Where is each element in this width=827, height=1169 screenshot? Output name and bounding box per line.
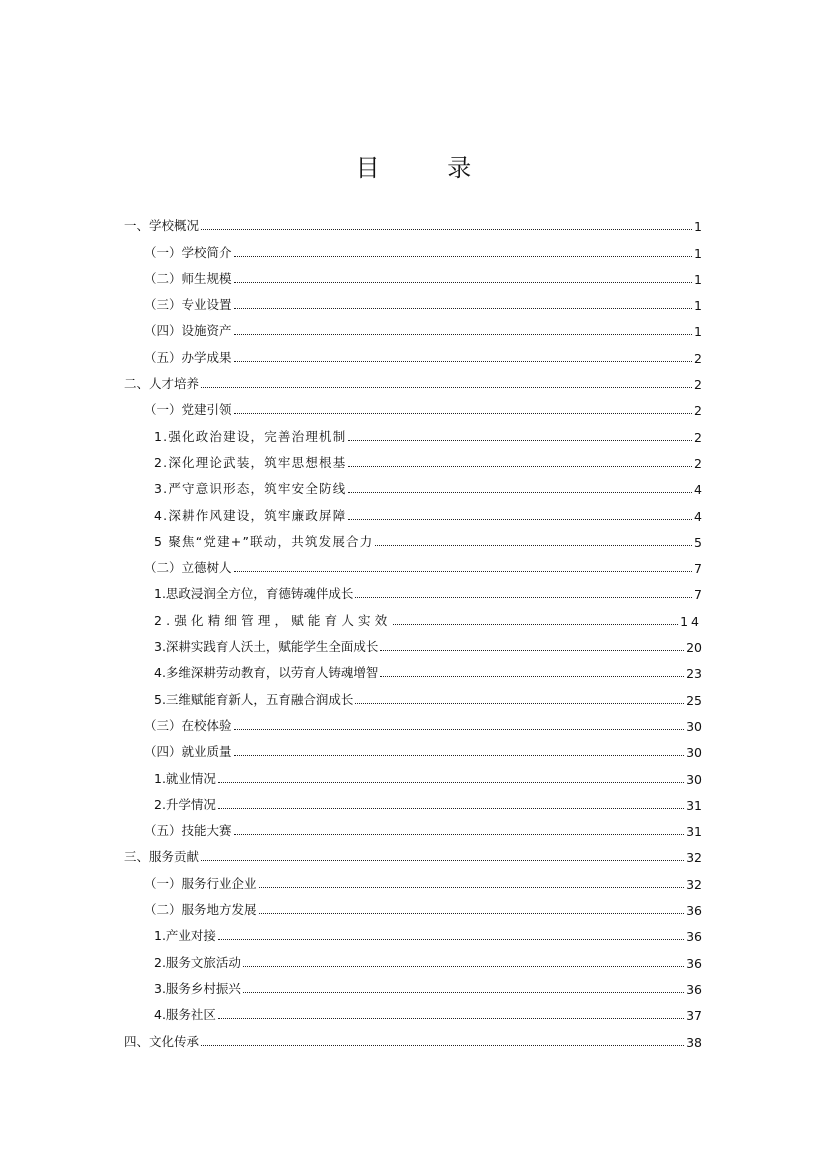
toc-entry-page-number: 36 bbox=[686, 929, 702, 945]
toc-entry[interactable] bbox=[124, 576, 702, 602]
toc-entry-page-number: 30 bbox=[686, 745, 702, 761]
toc-entry[interactable] bbox=[124, 997, 702, 1023]
toc-entry[interactable] bbox=[124, 208, 702, 234]
dot-leader bbox=[380, 650, 684, 651]
dot-leader bbox=[234, 282, 693, 283]
toc-entry[interactable] bbox=[124, 681, 702, 707]
toc-entry[interactable] bbox=[124, 313, 702, 339]
toc-entry-title: 4.多维深耕劳动教育，以劳育人铸魂增智 bbox=[154, 665, 379, 681]
toc-entry[interactable] bbox=[124, 734, 702, 760]
dot-leader bbox=[234, 834, 685, 835]
toc-entry[interactable] bbox=[124, 497, 702, 523]
dot-leader bbox=[234, 361, 693, 362]
toc-entry-title: （三）专业设置 bbox=[144, 297, 232, 313]
toc-entry-page-number: 4 bbox=[694, 482, 702, 498]
dot-leader bbox=[234, 413, 693, 414]
dot-leader bbox=[355, 703, 684, 704]
toc-entry[interactable] bbox=[124, 708, 702, 734]
toc-entry-title: 一、学校概况 bbox=[124, 218, 200, 234]
toc-entry-title: （四）就业质量 bbox=[144, 744, 232, 760]
toc-entry[interactable] bbox=[124, 392, 702, 418]
toc-entry-page-number: 38 bbox=[686, 1034, 702, 1050]
dot-leader bbox=[234, 334, 693, 335]
dot-leader bbox=[259, 887, 685, 888]
dot-leader bbox=[218, 808, 684, 809]
table-of-contents bbox=[124, 208, 702, 1050]
dot-leader bbox=[348, 519, 692, 520]
toc-entry-page-number: 23 bbox=[686, 666, 702, 682]
page-title: 目 录 bbox=[355, 154, 502, 182]
toc-entry-page-number: 20 bbox=[686, 640, 702, 656]
toc-entry-page-number: 36 bbox=[686, 903, 702, 919]
toc-entry-page-number: 4 bbox=[694, 508, 702, 524]
toc-entry[interactable] bbox=[124, 839, 702, 865]
toc-entry[interactable] bbox=[124, 944, 702, 970]
toc-entry[interactable] bbox=[124, 261, 702, 287]
toc-entry-page-number: 32 bbox=[686, 876, 702, 892]
toc-entry-title: 二、人才培养 bbox=[124, 376, 200, 392]
toc-entry-title: 四、文化传承 bbox=[124, 1033, 200, 1049]
toc-entry-page-number: 1 bbox=[694, 298, 702, 314]
toc-entry[interactable] bbox=[124, 602, 702, 628]
toc-entry-title: 2.强化精细管理，赋能育人实效 bbox=[154, 612, 392, 628]
dot-leader bbox=[348, 466, 692, 467]
dot-leader bbox=[348, 492, 692, 493]
toc-entry[interactable] bbox=[124, 550, 702, 576]
dot-leader bbox=[201, 1045, 684, 1046]
toc-entry[interactable] bbox=[124, 524, 702, 550]
dot-leader bbox=[243, 966, 684, 967]
toc-entry-page-number: 36 bbox=[686, 955, 702, 971]
dot-leader bbox=[218, 939, 684, 940]
toc-entry-title: 3.严守意识形态，筑牢安全防线 bbox=[154, 481, 347, 497]
toc-entry-title: （五）办学成果 bbox=[144, 349, 232, 365]
toc-entry-title: （一）服务行业企业 bbox=[144, 875, 257, 891]
dot-leader bbox=[259, 913, 685, 914]
dot-leader bbox=[234, 256, 693, 257]
toc-entry-page-number: 14 bbox=[680, 613, 702, 629]
toc-entry-title: 4.深耕作风建设，筑牢廉政屏障 bbox=[154, 507, 347, 523]
toc-entry[interactable] bbox=[124, 787, 702, 813]
toc-entry[interactable] bbox=[124, 1023, 702, 1049]
dot-leader bbox=[355, 597, 692, 598]
toc-entry[interactable] bbox=[124, 366, 702, 392]
toc-entry-title: 5.三维赋能育新人，五育融合润成长 bbox=[154, 691, 354, 707]
dot-leader bbox=[234, 729, 685, 730]
toc-entry-title: 2.深化理论武装，筑牢思想根基 bbox=[154, 454, 347, 470]
dot-leader bbox=[375, 545, 692, 546]
toc-entry[interactable] bbox=[124, 629, 702, 655]
toc-entry-title: （一）学校简介 bbox=[144, 244, 232, 260]
dot-leader bbox=[234, 755, 685, 756]
dot-leader bbox=[380, 676, 684, 677]
toc-entry-title: （二）师生规模 bbox=[144, 270, 232, 286]
toc-entry[interactable] bbox=[124, 760, 702, 786]
toc-entry[interactable] bbox=[124, 287, 702, 313]
toc-entry-title: （四）设施资产 bbox=[144, 323, 232, 339]
toc-entry-title: （二）立德树人 bbox=[144, 560, 232, 576]
toc-entry-title: 1.产业对接 bbox=[154, 928, 216, 944]
toc-entry[interactable] bbox=[124, 813, 702, 839]
toc-entry-page-number: 1 bbox=[694, 271, 702, 287]
toc-entry-title: （二）服务地方发展 bbox=[144, 902, 257, 918]
toc-entry[interactable] bbox=[124, 971, 702, 997]
dot-leader bbox=[201, 229, 692, 230]
toc-entry[interactable] bbox=[124, 892, 702, 918]
dot-leader bbox=[234, 308, 693, 309]
toc-entry-page-number: 30 bbox=[686, 718, 702, 734]
toc-entry[interactable] bbox=[124, 445, 702, 471]
toc-entry-title: 2.升学情况 bbox=[154, 796, 216, 812]
toc-entry[interactable] bbox=[124, 471, 702, 497]
toc-entry-page-number: 2 bbox=[694, 455, 702, 471]
toc-entry-page-number: 37 bbox=[686, 1008, 702, 1024]
toc-entry-page-number: 2 bbox=[694, 350, 702, 366]
toc-entry-title: 3.深耕实践育人沃土，赋能学生全面成长 bbox=[154, 639, 379, 655]
dot-leader bbox=[393, 624, 678, 625]
toc-entry-title: 1.强化政治建设，完善治理机制 bbox=[154, 428, 347, 444]
toc-entry-page-number: 1 bbox=[694, 324, 702, 340]
toc-entry-page-number: 31 bbox=[686, 797, 702, 813]
toc-entry-page-number: 30 bbox=[686, 771, 702, 787]
toc-entry-page-number: 25 bbox=[686, 692, 702, 708]
toc-entry-page-number: 32 bbox=[686, 850, 702, 866]
dot-leader bbox=[348, 440, 692, 441]
toc-entry[interactable] bbox=[124, 234, 702, 260]
toc-entry-title: （三）在校体验 bbox=[144, 717, 232, 733]
toc-entry-title: 1.思政浸润全方位，育德铸魂伴成长 bbox=[154, 586, 354, 602]
toc-entry[interactable] bbox=[124, 339, 702, 365]
toc-entry-title: （五）技能大赛 bbox=[144, 823, 232, 839]
toc-entry-title: 2.服务文旅活动 bbox=[154, 954, 241, 970]
dot-leader bbox=[201, 387, 692, 388]
dot-leader bbox=[201, 860, 684, 861]
toc-entry-page-number: 2 bbox=[694, 377, 702, 393]
toc-entry-page-number: 7 bbox=[694, 587, 702, 603]
toc-entry[interactable] bbox=[124, 865, 702, 891]
toc-entry-page-number: 1 bbox=[694, 219, 702, 235]
dot-leader bbox=[218, 1018, 684, 1019]
toc-entry-title: 1.就业情况 bbox=[154, 770, 216, 786]
toc-entry-page-number: 31 bbox=[686, 824, 702, 840]
toc-entry[interactable] bbox=[124, 418, 702, 444]
toc-entry-page-number: 1 bbox=[694, 245, 702, 261]
toc-entry-page-number: 36 bbox=[686, 981, 702, 997]
dot-leader bbox=[218, 782, 684, 783]
toc-entry-page-number: 7 bbox=[694, 561, 702, 577]
toc-entry-title: 3.服务乡村振兴 bbox=[154, 980, 241, 996]
dot-leader bbox=[234, 571, 693, 572]
toc-entry-title: （一）党建引领 bbox=[144, 402, 232, 418]
toc-entry-title: 4.服务社区 bbox=[154, 1007, 216, 1023]
toc-entry-title: 三、服务贡献 bbox=[124, 849, 200, 865]
toc-entry[interactable] bbox=[124, 655, 702, 681]
dot-leader bbox=[243, 992, 684, 993]
toc-entry-title: 5 聚焦“党建+”联动，共筑发展合力 bbox=[154, 533, 374, 549]
toc-entry-page-number: 2 bbox=[694, 403, 702, 419]
toc-entry[interactable] bbox=[124, 918, 702, 944]
toc-entry-page-number: 2 bbox=[694, 429, 702, 445]
toc-entry-page-number: 5 bbox=[694, 534, 702, 550]
